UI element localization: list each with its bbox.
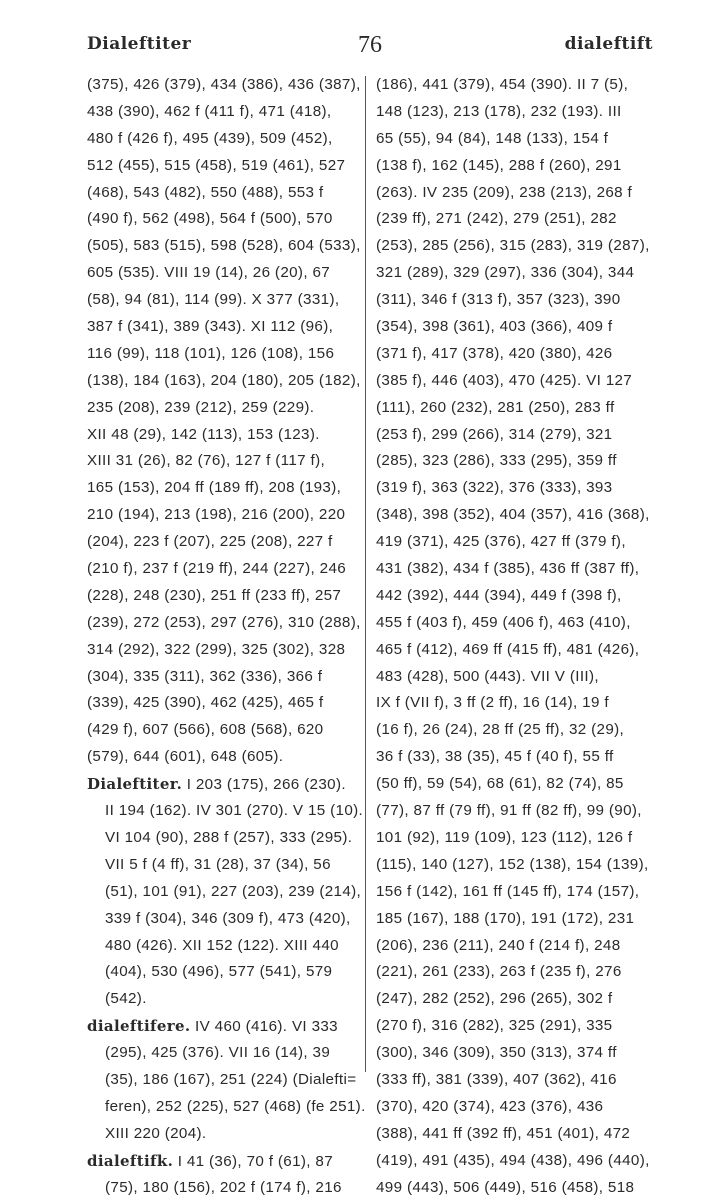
index-line <box>87 986 369 1013</box>
index-line-text: (210 f), 237 f (219 ff), 244 (227), 246 <box>87 560 347 578</box>
index-line <box>87 475 369 502</box>
index-line <box>87 206 369 233</box>
index-line-text: II 194 (162). IV 301 (270). V 15 (10). <box>105 802 364 820</box>
index-line-text: (295), 425 (376). VII 16 (14), 39 <box>105 1044 331 1062</box>
index-line-text: 512 (455), 515 (458), 519 (461), 527 <box>87 156 346 174</box>
head-word-right: dialeftift <box>564 34 653 54</box>
index-line-text: 339 f (304), 346 (309 f), 473 (420), <box>105 909 351 927</box>
index-line <box>87 690 369 717</box>
index-line-text: (228), 248 (230), 251 ff (233 ff), 257 <box>87 586 342 604</box>
index-line-text: (339), 425 (390), 462 (425), 465 f <box>87 694 324 712</box>
index-line <box>87 233 369 260</box>
head-word-left: Dialeftiter <box>87 34 192 54</box>
index-line: 321 (289), 329 (297), 336 (304), 344 <box>376 264 635 282</box>
index-line <box>87 287 369 314</box>
index-line: 101 (92), 119 (109), 123 (112), 126 f <box>376 828 633 846</box>
index-line-text: (542). <box>105 990 147 1008</box>
index-line <box>87 422 369 449</box>
index-line: (385 f), 446 (403), 470 (425). VI 127 <box>376 371 633 389</box>
index-line-text: (204), 223 f (207), 225 (208), 227 f <box>87 533 333 551</box>
index-line-text: (35), 186 (167), 251 (224) (Dialefti= <box>105 1070 357 1088</box>
index-line: 148 (123), 213 (178), 232 (193). III <box>376 102 622 120</box>
index-line-text: XIII 220 (204). <box>105 1124 207 1142</box>
index-line <box>87 664 369 691</box>
index-line <box>87 395 369 422</box>
index-line: (348), 398 (352), 404 (357), 416 (368), <box>376 506 650 524</box>
index-line: (239 ff), 271 (242), 279 (251), 282 <box>376 210 617 228</box>
index-line-text: (75), 180 (156), 202 f (174 f), 216 <box>105 1178 342 1196</box>
index-line <box>87 260 369 287</box>
index-line: 185 (167), 188 (170), 191 (172), 231 <box>376 909 635 927</box>
index-line <box>87 1013 369 1040</box>
index-line-text: (404), 530 (496), 577 (541), 579 <box>105 963 333 981</box>
index-line: (300), 346 (309), 350 (313), 374 ff <box>376 1044 617 1062</box>
index-line: (77), 87 ff (79 ff), 91 ff (82 ff), 99 (90), <box>376 802 642 820</box>
index-line <box>87 1094 369 1121</box>
index-line <box>87 72 369 99</box>
index-line <box>87 933 369 960</box>
index-line-text: 314 (292), 322 (299), 325 (302), 328 <box>87 640 346 658</box>
index-line-text: XII 48 (29), 142 (113), 153 (123). <box>87 425 320 443</box>
index-line-text: IV 460 (416). VI 333 <box>190 1018 338 1036</box>
index-line-text: 165 (153), 204 ff (189 ff), 208 (193), <box>87 479 342 497</box>
index-line-text: (138), 184 (163), 204 (180), 205 (182), <box>87 371 361 389</box>
index-line: (206), 236 (211), 240 f (214 f), 248 <box>376 936 621 954</box>
index-line-text: VII 5 f (4 ff), 31 (28), 37 (34), 56 <box>105 855 331 873</box>
index-line <box>87 959 369 986</box>
index-line: 442 (392), 444 (394), 449 f (398 f), <box>376 586 622 604</box>
index-line-text: (304), 335 (311), 362 (336), 366 f <box>87 667 323 685</box>
right-column <box>376 72 658 1201</box>
index-line-text: 116 (99), 118 (101), 126 (108), 156 <box>87 344 335 362</box>
running-head <box>87 32 653 64</box>
index-line-text: VI 104 (90), 288 f (257), 333 (295). <box>105 828 353 846</box>
index-line <box>87 556 369 583</box>
index-line-text: 438 (390), 462 f (411 f), 471 (418), <box>87 102 332 120</box>
index-line <box>87 771 369 798</box>
index-line: (263). IV 235 (209), 238 (213), 268 f <box>376 183 633 201</box>
index-line <box>87 852 369 879</box>
index-line-text: (375), 426 (379), 434 (386), 436 (387), <box>87 76 361 93</box>
index-line <box>87 583 369 610</box>
index-line-text: XIII 31 (26), 82 (76), 127 f (117 f), <box>87 452 326 470</box>
index-line: 419 (371), 425 (376), 427 ff (379 f), <box>376 533 626 551</box>
index-line: 156 f (142), 161 ff (145 ff), 174 (157), <box>376 882 640 900</box>
index-line: (186), 441 (379), 454 (390). II 7 (5), <box>376 76 629 93</box>
index-line: (311), 346 f (313 f), 357 (323), 390 <box>376 291 621 309</box>
index-line-text: (58), 94 (81), 114 (99). X 377 (331), <box>87 291 340 309</box>
index-line: 431 (382), 434 f (385), 436 ff (387 ff), <box>376 560 640 578</box>
index-line-text: (490 f), 562 (498), 564 f (500), 570 <box>87 210 333 228</box>
index-line: (319 f), 363 (322), 376 (333), 393 <box>376 479 613 497</box>
index-line: (419), 491 (435), 494 (438), 496 (440), <box>376 1151 650 1169</box>
index-line <box>87 744 369 771</box>
index-line-text: (579), 644 (601), 648 (605). <box>87 748 284 766</box>
index-line: (333 ff), 381 (339), 407 (362), 416 <box>376 1070 617 1088</box>
index-line: 499 (443), 506 (449), 516 (458), 518 <box>376 1178 635 1196</box>
index-line: (138 f), 162 (145), 288 f (260), 291 <box>376 156 622 174</box>
index-line: (16 f), 26 (24), 28 ff (25 ff), 32 (29), <box>376 721 625 739</box>
index-line <box>87 99 369 126</box>
index-line-text: 235 (208), 239 (212), 259 (229). <box>87 398 315 416</box>
index-line: (247), 282 (252), 296 (265), 302 f <box>376 990 613 1008</box>
index-line-text: 210 (194), 213 (198), 216 (200), 220 <box>87 506 346 524</box>
index-line: 465 f (412), 469 ff (415 ff), 481 (426), <box>376 640 640 658</box>
index-line <box>87 1121 369 1148</box>
index-line-text: 480 f (426 f), 495 (439), 509 (452), <box>87 129 333 147</box>
index-line <box>87 1175 369 1201</box>
index-line <box>87 529 369 556</box>
index-line: 36 f (33), 38 (35), 45 f (40 f), 55 ff <box>376 748 614 766</box>
index-line <box>87 798 369 825</box>
entry-headword: dialeftifk. <box>87 1151 174 1170</box>
index-line-text: feren), 252 (225), 527 (468) (fe 251). <box>105 1097 366 1115</box>
index-line: (111), 260 (232), 281 (250), 283 ff <box>376 398 615 416</box>
index-line: 65 (55), 94 (84), 148 (133), 154 f <box>376 129 609 147</box>
index-line: (253), 285 (256), 315 (283), 319 (287), <box>376 237 650 255</box>
index-line: IX f (VII f), 3 ff (2 ff), 16 (14), 19 f <box>376 694 609 712</box>
index-line: (354), 398 (361), 403 (366), 409 f <box>376 318 613 336</box>
entry-headword: Dialeftiter. <box>87 775 183 794</box>
index-line-text: I 203 (175), 266 (230). <box>182 776 346 794</box>
index-line: (370), 420 (374), 423 (376), 436 <box>376 1097 604 1115</box>
index-line-text: (51), 101 (91), 227 (203), 239 (214), <box>105 882 362 900</box>
index-line-text: I 41 (36), 70 f (61), 87 <box>173 1152 334 1170</box>
column-divider <box>365 76 366 1072</box>
index-line <box>87 314 369 341</box>
index-line <box>87 153 369 180</box>
index-line <box>87 717 369 744</box>
index-line-text: 605 (535). VIII 19 (14), 26 (20), 67 <box>87 264 331 282</box>
index-line-text: (505), 583 (515), 598 (528), 604 (533), <box>87 237 361 255</box>
index-line <box>87 1040 369 1067</box>
index-line <box>87 610 369 637</box>
index-line <box>87 1148 369 1175</box>
index-line: (285), 323 (286), 333 (295), 359 ff <box>376 452 617 470</box>
index-line-text: (429 f), 607 (566), 608 (568), 620 <box>87 721 324 739</box>
page-number: 76 <box>358 32 382 58</box>
index-line-text: (468), 543 (482), 550 (488), 553 f <box>87 183 324 201</box>
index-line: 455 f (403 f), 459 (406 f), 463 (410), <box>376 613 631 631</box>
index-line <box>87 368 369 395</box>
index-line <box>87 502 369 529</box>
index-line: (270 f), 316 (282), 325 (291), 335 <box>376 1017 613 1035</box>
left-column <box>87 72 369 1201</box>
index-line-text: (239), 272 (253), 297 (276), 310 (288), <box>87 613 361 631</box>
index-line <box>87 825 369 852</box>
index-line-text: 480 (426). XII 152 (122). XIII 440 <box>105 936 339 954</box>
index-line: 483 (428), 500 (443). VII V (III), <box>376 667 599 685</box>
index-line: (115), 140 (127), 152 (138), 154 (139), <box>376 855 649 873</box>
index-line: (50 ff), 59 (54), 68 (61), 82 (74), 85 <box>376 775 624 793</box>
index-line <box>87 879 369 906</box>
index-line <box>87 126 369 153</box>
index-line <box>87 637 369 664</box>
entry-headword: dialeftifere. <box>87 1017 191 1036</box>
index-line <box>87 341 369 368</box>
index-line <box>87 448 369 475</box>
index-line: (388), 441 ff (392 ff), 451 (401), 472 <box>376 1124 631 1142</box>
index-line: (371 f), 417 (378), 420 (380), 426 <box>376 344 613 362</box>
index-line <box>87 1067 369 1094</box>
index-line: (253 f), 299 (266), 314 (279), 321 <box>376 425 613 443</box>
index-line-text: 387 f (341), 389 (343). XI 112 (96), <box>87 318 334 336</box>
index-line <box>87 906 369 933</box>
index-line <box>87 180 369 207</box>
index-line: (221), 261 (233), 263 f (235 f), 276 <box>376 963 622 981</box>
